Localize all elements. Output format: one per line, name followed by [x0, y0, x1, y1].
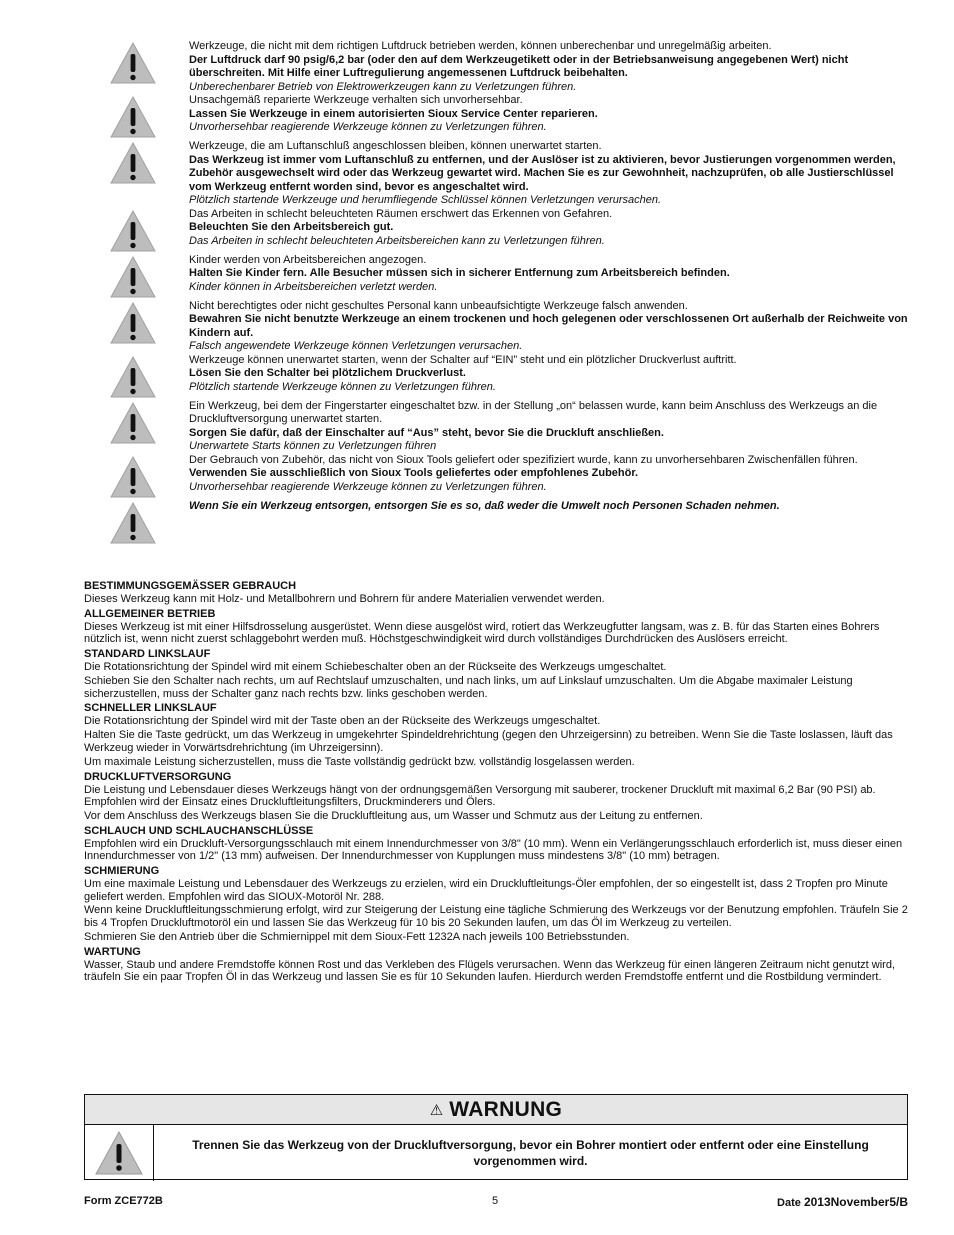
warning-text: [189, 454, 908, 495]
warning-line: Plötzlich startende Werkzeuge können zu Verletzungen führen.: [189, 380, 496, 393]
section-paragraph: Dieses Werkzeug kann mit Holz- und Metallbohrern und Bohrern für andere Materialien verwendet werden.: [84, 593, 605, 605]
warning-item: [108, 354, 908, 400]
section-paragraph: Wenn keine Druckluftleitungsschmierung erfolgt, wird zur Steigerung der Leistung eine tägliche Schmierung des Werkzeugs vor der Benutzung empfohlen. Träufeln Sie 2 bis 4 Tropfen Druckluftmotoröl ein und lassen Sie das Werkzeug für 10 bis 20 Sekunden laufen, um das Öl im Werkzeug zu verteilen.: [84, 904, 908, 929]
warning-exclamation-icon: [85, 1125, 154, 1181]
warning-line: Sorgen Sie dafür, daß der Einschalter auf “Aus” steht, bevor Sie die Druckluft anschließen.: [189, 426, 664, 439]
warning-line: Halten Sie Kinder fern. Alle Besucher müssen sich in sicherer Entfernung zum Arbeitsbereich befinden.: [189, 267, 730, 279]
warning-item: [108, 140, 908, 208]
operating-instructions: [84, 578, 914, 985]
warning-item: [108, 400, 908, 454]
section-paragraph: Die Rotationsrichtung der Spindel wird mit einem Schiebeschalter oben an der Rückseite des Werkzeugs umgeschaltet.: [84, 661, 667, 674]
warning-text: [189, 500, 908, 514]
warning-exclamation-icon: [108, 254, 158, 300]
warning-box: [84, 1094, 908, 1180]
warning-item: [108, 454, 908, 500]
warning-item: [108, 254, 908, 300]
section: [84, 945, 914, 984]
section-heading: SCHNELLER LINKSLAUF: [84, 702, 217, 715]
section-heading: DRUCKLUFTVERSORGUNG: [84, 770, 232, 783]
warning-text: [189, 400, 908, 454]
warning-line: Werkzeuge, die am Luftanschluß angeschlossen bleiben, können unerwartet starten.: [189, 140, 602, 152]
warning-box-header: [85, 1095, 907, 1125]
warning-text: [189, 94, 908, 135]
warning-exclamation-icon: [108, 40, 158, 86]
section: [84, 824, 914, 863]
warning-item: [108, 94, 908, 140]
warning-line: Wenn Sie ein Werkzeug entsorgen, entsorgen Sie es so, daß weder die Umwelt noch Personen Schaden nehmen.: [189, 499, 780, 512]
page-footer: [84, 1195, 908, 1211]
form-number: Form ZCE772B: [84, 1195, 163, 1207]
warning-line: Werkzeuge, die nicht mit dem richtigen Luftdruck betrieben werden, können unberechenbar und unregelmäßig arbeiten.: [189, 40, 772, 52]
warning-line: Verwenden Sie ausschließlich von Sioux Tools geliefertes oder empfohlenes Zubehör.: [189, 467, 639, 479]
section-paragraph: Schmieren Sie den Antrieb über die Schmiernippel mit dem Sioux-Fett 1232A nach jeweils 100 Betriebsstunden.: [84, 930, 630, 943]
warning-text: [189, 300, 908, 354]
warning-text: [189, 140, 908, 208]
warning-line: Werkzeuge können unerwartet starten, wenn der Schalter auf “EIN” steht und ein plötzlicher Druckverlust auftritt.: [189, 353, 737, 366]
section: [84, 864, 914, 943]
section: [84, 647, 914, 700]
warning-line: Bewahren Sie nicht benutzte Werkzeuge an einem trockenen und hoch gelegenen oder verschlossenen Ort außerhalb der Reichweite von Kindern auf.: [189, 313, 908, 339]
section-paragraph: Empfohlen wird ein Druckluft-Versorgungsschlauch mit einem Innendurchmesser von 3/8" (10 mm). Wenn ein Verlängerungsschlauch erforderlich ist, muss dieser einen Innendurchmesser von 1/2" (13 mm) aufweisen. Der Innendurchmesser von Kupplungen muss mindestens 3/8" (10 mm) betragen.: [84, 837, 903, 863]
warning-line: Lassen Sie Werkzeuge in einem autorisierten Sioux Service Center reparieren.: [189, 107, 598, 120]
warning-line: Unsachgemäß reparierte Werkzeuge verhalten sich unvorhersehbar.: [189, 94, 523, 106]
warning-exclamation-icon: [108, 454, 158, 500]
warning-line: Das Arbeiten in schlecht beleuchteten Räumen erschwert das Erkennen von Gefahren.: [189, 207, 613, 220]
warning-exclamation-icon: [108, 354, 158, 400]
warning-line: Plötzlich startende Werkzeuge und herumfliegende Schlüssel können Verletzungen verursachen.: [189, 194, 662, 206]
section-heading: SCHLAUCH UND SCHLAUCHANSCHLÜSSE: [84, 824, 314, 837]
date-value: 2013November5/B: [803, 1195, 908, 1209]
section-paragraph: Die Leistung und Lebensdauer dieses Werkzeugs hängt von der ordnungsgemäßen Versorgung mit sauberer, trockener Druckluft mit maximal 6,2 Bar (90 PSI) ab. Empfohlen wird der Einsatz eines Druckluftleitungsfilters, Druckminderers und Ölers.: [84, 783, 876, 808]
warning-item: [108, 40, 908, 94]
warning-line: Lösen Sie den Schalter bei plötzlichem Druckverlust.: [189, 367, 466, 379]
warning-line: Kinder können in Arbeitsbereichen verletzt werden.: [189, 280, 438, 293]
warning-line: Ein Werkzeug, bei dem der Fingerstarter eingeschaltet bzw. in der Stellung „on“ belassen wurde, kann beim Anschluss des Werkzeugs an die Druckluftversorgung unerwartet starten.: [189, 399, 878, 425]
section: [84, 579, 914, 605]
revision-date: [777, 1195, 908, 1209]
warning-text: [189, 40, 908, 94]
warning-text: [189, 354, 908, 395]
warning-text: [189, 254, 908, 295]
warning-exclamation-icon: [108, 208, 158, 254]
warning-box-body: [85, 1125, 907, 1181]
warning-line: Unberechenbarer Betrieb von Elektrowerkzeugen kann zu Verletzungen führen.: [189, 80, 577, 93]
warning-line: Beleuchten Sie den Arbeitsbereich gut.: [189, 221, 394, 233]
section-paragraph: Um maximale Leistung sicherzustellen, muss die Taste vollständig gedrückt bzw. vollständig losgelassen werden.: [84, 755, 635, 768]
warning-line: Unvorhersehbar reagierende Werkzeuge können zu Verletzungen führen.: [189, 121, 547, 133]
warning-line: Das Arbeiten in schlecht beleuchteten Arbeitsbereichen kann zu Verletzungen führen.: [189, 234, 605, 247]
section: [84, 607, 914, 646]
section-paragraph: Dieses Werkzeug ist mit einer Hilfsdrosselung ausgerüstet. Wenn diese ausgelöst wird, rotiert das Werkzeugfutter langsam, was z. B. für das Starten eines Bohrers nützlich ist, wenn nicht zuerst schlaggebohrt werden muß. Höchstgeschwindigkeit wird durch vollständiges Durchdrücken des Auslösers erreicht.: [84, 620, 880, 646]
warning-text: [189, 208, 908, 249]
section-heading: ALLGEMEINER BETRIEB: [84, 607, 216, 620]
warning-triangle-icon: ⚠: [429, 1101, 444, 1119]
warning-line: Unerwartete Starts können zu Verletzungen führen: [189, 440, 437, 452]
section-paragraph: Um eine maximale Leistung und Lebensdauer des Werkzeugs zu erzielen, wird ein Druckluftleitungs-Öler empfohlen, der so eingestellt ist, dass 2 Tropfen pro Minute geliefert werden. Empfohlen wird das SIOUX-Motoröl Nr. 288.: [84, 878, 888, 903]
warning-line: Der Gebrauch von Zubehör, das nicht von Sioux Tools geliefert oder spezifiziert wurde, kann zu unvorhersehbaren Zwischenfällen führen.: [189, 453, 858, 466]
safety-warning-list: [108, 40, 908, 546]
warning-exclamation-icon: [108, 140, 158, 186]
warning-item: [108, 500, 908, 546]
page-number: 5: [492, 1195, 499, 1207]
warning-line: Das Werkzeug ist immer vom Luftanschluß zu entfernen, und der Auslöser ist zu aktivieren, bevor Justierungen vorgenommen werden, Zubehör ausgewechselt wird oder das Werkzeug gewartet wird. Machen Sie es zur Gewohnheit, nachzuprüfen, ob alle Justierschlüssel vom Werkzeug entfernt worden sind, bevor es angeschaltet wird.: [189, 153, 896, 193]
warning-box-title: WARNUNG: [449, 1097, 563, 1121]
section-heading: WARTUNG: [84, 945, 141, 958]
warning-item: [108, 300, 908, 354]
warning-line: Unvorhersehbar reagierende Werkzeuge können zu Verletzungen führen.: [189, 480, 547, 493]
warning-line: Kinder werden von Arbeitsbereichen angezogen.: [189, 253, 427, 266]
section-paragraph: Vor dem Anschluss des Werkzeugs blasen Sie die Druckluftleitung aus, um Wasser und Schmutz aus der Leitung zu entfernen.: [84, 809, 703, 822]
section-paragraph: Schieben Sie den Schalter nach rechts, um auf Rechtslauf umzuschalten, und nach links, um auf Linkslauf umzuschalten. Um die Abgabe maximaler Leistung sicherzustellen, muss der Schalter ganz nach rechts bzw. links geschoben werden.: [84, 675, 853, 700]
section: [84, 701, 914, 768]
date-label: Date: [777, 1197, 801, 1209]
warning-item: [108, 208, 908, 254]
section-heading: STANDARD LINKSLAUF: [84, 648, 211, 661]
warning-box-message: Trennen Sie das Werkzeug von der Druckluftversorgung, bevor ein Bohrer montiert oder entfernt oder eine Einstellung vorgenommen wird.: [192, 1138, 869, 1168]
warning-exclamation-icon: [108, 94, 158, 140]
warning-line: Der Luftdruck darf 90 psig/6,2 bar (oder den auf dem Werkzeugetikett oder in der Betriebsanweisung angegebenen Wert) nicht überschreiten. Mit Hilfe einer Luftregulierung angemessenen Luftdruck beibehalten.: [189, 53, 849, 79]
warning-exclamation-icon: [108, 500, 158, 546]
warning-line: Falsch angewendete Werkzeuge können Verletzungen verursachen.: [189, 340, 523, 352]
section-heading: BESTIMMUNGSGEMÄSSER GEBRAUCH: [84, 580, 297, 592]
warning-exclamation-icon: [108, 400, 158, 446]
section-paragraph: Die Rotationsrichtung der Spindel wird mit der Taste oben an der Rückseite des Werkzeugs umgeschaltet.: [84, 715, 601, 728]
section-heading: SCHMIERUNG: [84, 865, 160, 878]
section-paragraph: Wasser, Staub und andere Fremdstoffe können Rost und das Verkleben des Flügels verursachen. Wenn das Werkzeug für einen längeren Zeitraum nicht genutzt wird, träufeln Sie ein paar Tropfen Öl in das Werkzeug und lassen Sie es für 10 Sekunden laufen. Hierdurch werden Fremdstoffe entfernt und die Rostbildung vermindert.: [84, 958, 895, 984]
warning-line: Nicht berechtigtes oder nicht geschultes Personal kann unbeaufsichtigte Werkzeuge falsch anwenden.: [189, 299, 688, 312]
section-paragraph: Halten Sie die Taste gedrückt, um das Werkzeug in umgekehrter Spindeldrehrichtung (gegen den Uhrzeigersinn) zu betreiben. Wenn Sie die Taste loslassen, läuft das Werkzeug wieder in Vorwärtsdrehrichtung (im Uhrzeigersinn).: [84, 729, 893, 754]
section: [84, 770, 914, 823]
warning-exclamation-icon: [108, 300, 158, 346]
